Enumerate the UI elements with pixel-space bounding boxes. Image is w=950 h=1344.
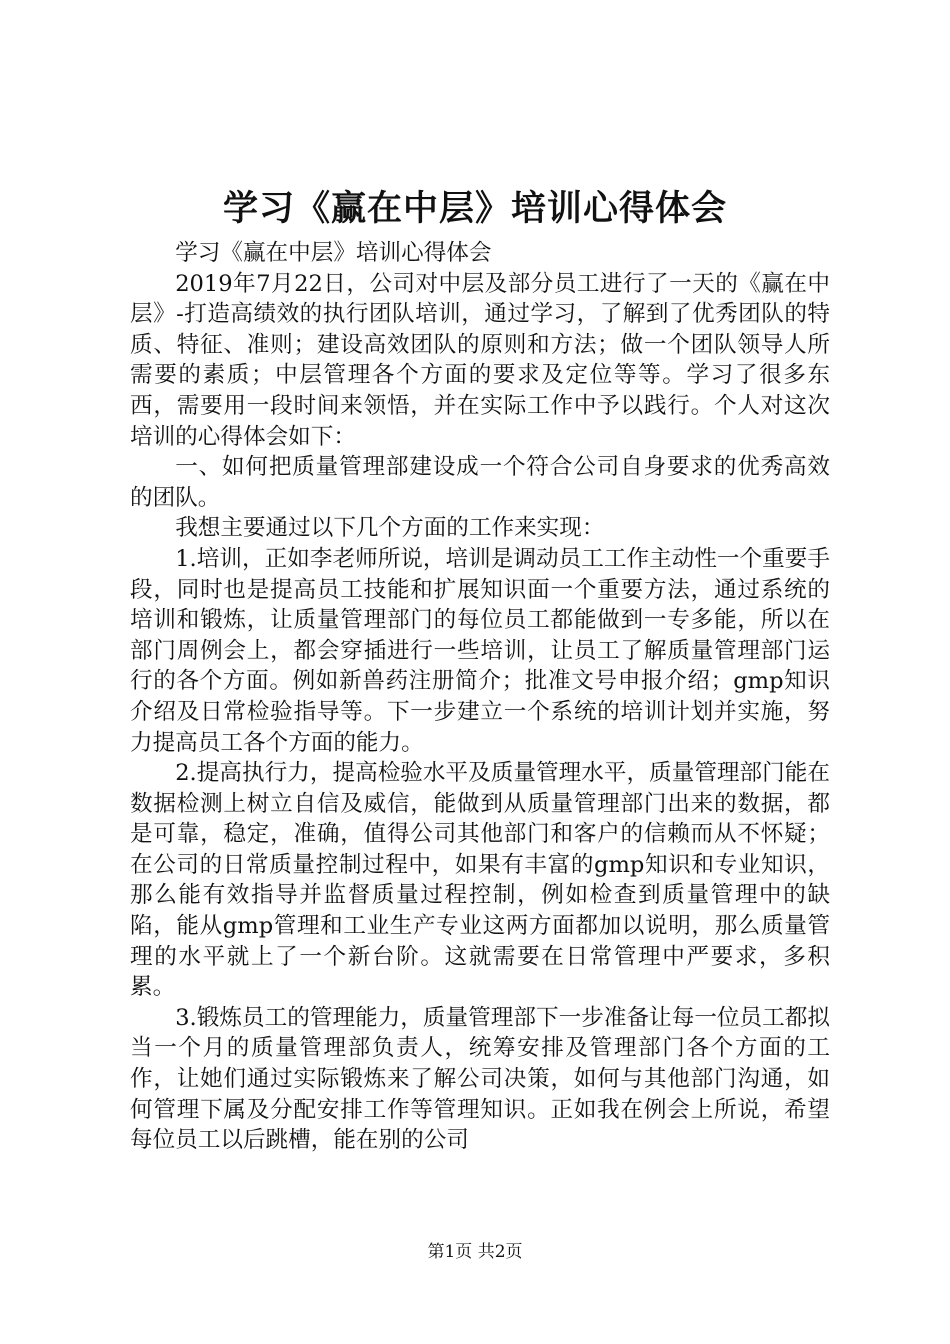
management-paragraph: 3.锻炼员工的管理能力，质量管理部下一步准备让每一位员工都拟当一个月的质量管理部负责人，统筹安排及管理部门各个方面的工作，让她们通过实际锻炼来了解公司决策，如何与其他部门沟通，如何管理下属及分配安排工作等管理知识。正如我在例会上所说，希望每位员工以后跳槽，能在别的公司 [130, 1004, 830, 1154]
subtitle-paragraph: 学习《赢在中层》培训心得体会 [175, 240, 492, 266]
execution-paragraph: 2.提高执行力，提高检验水平及质量管理水平，质量管理部门能在数据检测上树立自信及威信，能做到从质量管理部门出来的数据，都是可靠，稳定，准确，值得公司其他部门和客户的信赖而从不怀疑；在公司的日常质量控制过程中，如果有丰富的gmp知识和专业知识，那么能有效指导并监督质量过程控制，例如检查到质量管理中的缺陷，能从gmp管理和工业生产专业这两方面都加以说明，那么质量管理的水平就上了一个新台阶。这就需要在日常管理中严要求，多积累。 [130, 760, 830, 1001]
page-title: 学习《赢在中层》培训心得体会 [222, 188, 727, 229]
page-footer: 第1页 共2页 [427, 1242, 523, 1262]
intro-paragraph: 2019年7月22日，公司对中层及部分员工进行了一天的《赢在中层》-打造高绩效的执行团队培训，通过学习，了解到了优秀团队的特质、特征、准则；建设高效团队的原则和方法；做一个团队领导人所需要的素质；中层管理各个方面的要求及定位等等。学习了很多东西，需要用一段时间来领悟，并在实际工作中予以践行。个人对这次培训的心得体会如下： [130, 270, 830, 450]
document-body [130, 238, 830, 1156]
approach-paragraph: 我想主要通过以下几个方面的工作来实现： [175, 515, 605, 542]
training-paragraph: 1.培训，正如李老师所说，培训是调动员工工作主动性一个重要手段，同时也是提高员工技能和扩展知识面一个重要方法，通过系统的培训和锻炼，让质量管理部门的每位员工都能做到一专多能，所以在部门周例会上，都会穿插进行一些培训，让员工了解质量管理部门运行的各个方面。例如新兽药注册简介；批准文号申报介绍；gmp知识介绍及日常检验指导等。下一步建立一个系统的培训计划并实施，努力提高员工各个方面的能力。 [130, 545, 830, 756]
section-heading-paragraph: 一、如何把质量管理部建设成一个符合公司自身要求的优秀高效的团队。 [130, 454, 830, 511]
